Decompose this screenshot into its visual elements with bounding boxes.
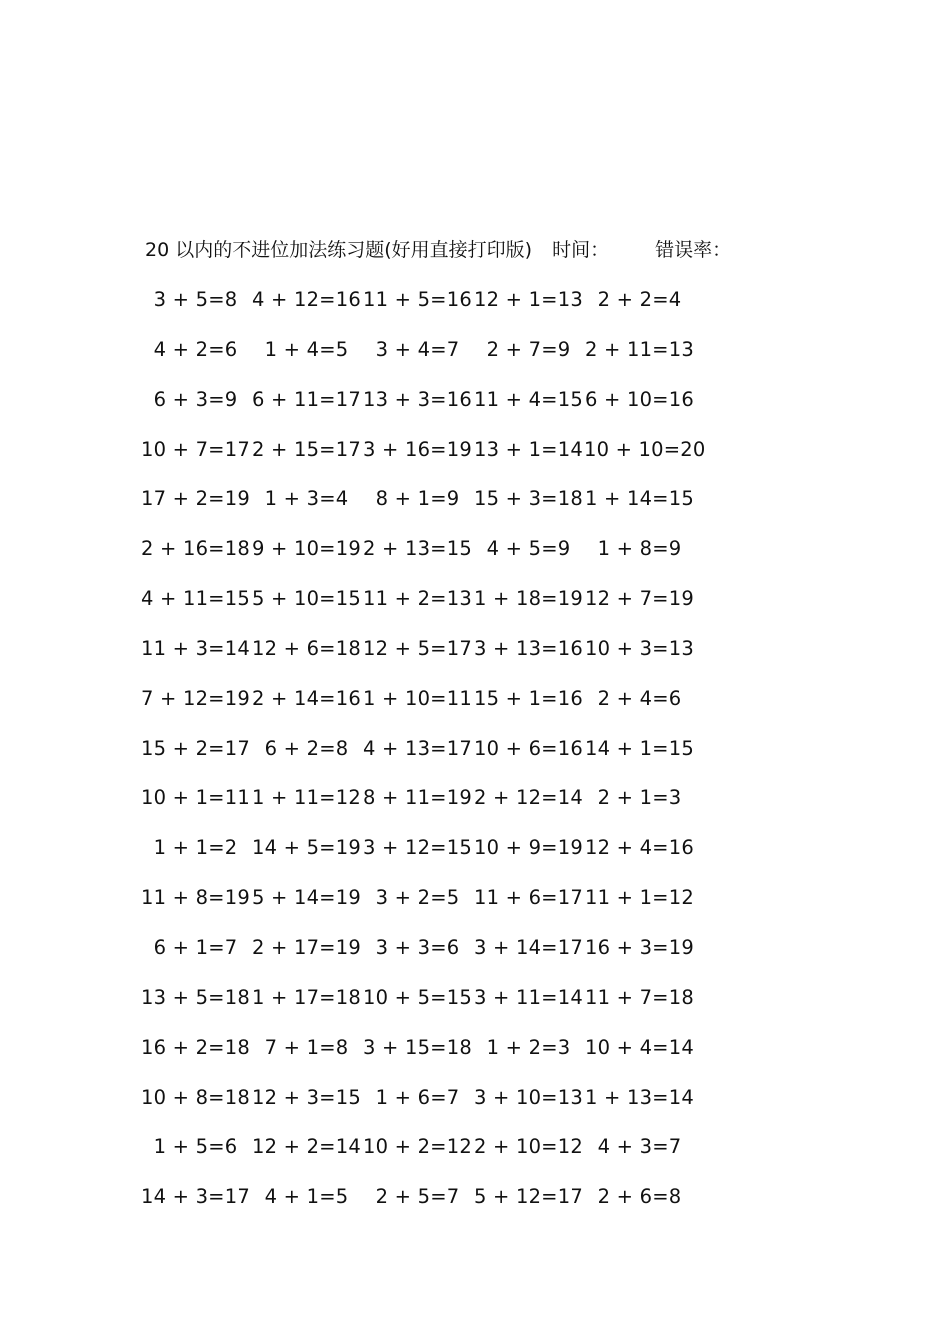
problem-cell: 11 + 2=13 <box>363 587 472 611</box>
worksheet-header <box>145 236 731 264</box>
problem-row <box>140 934 720 984</box>
problem-cell: 13 + 5=18 <box>141 985 250 1009</box>
problem-row <box>140 784 720 834</box>
problem-cell: 6 + 11=17 <box>252 387 361 411</box>
problem-cell: 3 + 10=13 <box>474 1085 583 1109</box>
problem-cell: 10 + 5=15 <box>363 985 472 1009</box>
problem-cell: 6 + 1=7 <box>153 935 238 959</box>
problem-cell: 16 + 2=18 <box>141 1035 250 1059</box>
problem-cell: 11 + 8=19 <box>141 886 250 910</box>
problem-row <box>140 735 720 785</box>
problem-cell: 12 + 3=15 <box>252 1085 361 1109</box>
problem-cell: 2 + 5=7 <box>375 1185 460 1209</box>
problem-cell: 1 + 4=5 <box>264 337 349 361</box>
problem-cell: 2 + 6=8 <box>597 1185 682 1209</box>
problem-row <box>140 386 720 436</box>
problem-cell: 12 + 4=16 <box>585 836 694 860</box>
problem-cell: 5 + 12=17 <box>474 1185 583 1209</box>
problem-row <box>140 984 720 1034</box>
problem-cell: 10 + 3=13 <box>585 636 694 660</box>
problem-cell: 11 + 6=17 <box>474 886 583 910</box>
problem-cell: 2 + 10=12 <box>474 1135 583 1159</box>
problem-cell: 1 + 1=2 <box>153 836 238 860</box>
problem-cell: 4 + 3=7 <box>597 1135 682 1159</box>
problem-cell: 1 + 5=6 <box>153 1135 238 1159</box>
problem-cell: 4 + 11=15 <box>141 587 250 611</box>
problem-cell: 3 + 14=17 <box>474 935 583 959</box>
problem-row <box>140 834 720 884</box>
problem-cell: 17 + 2=19 <box>141 487 250 511</box>
problem-cell: 4 + 5=9 <box>486 537 571 561</box>
problem-cell: 2 + 16=18 <box>141 537 250 561</box>
problem-cell: 11 + 5=16 <box>363 288 472 311</box>
problem-cell: 11 + 3=14 <box>141 636 250 660</box>
problem-row <box>140 1084 720 1134</box>
problem-cell: 10 + 1=11 <box>141 786 250 810</box>
problem-cell: 2 + 17=19 <box>252 935 361 959</box>
problem-cell: 8 + 1=9 <box>375 487 460 511</box>
problem-cell: 3 + 16=19 <box>363 437 472 461</box>
problem-row <box>140 535 720 585</box>
problem-grid <box>140 286 720 1233</box>
error-rate-label: 错误率： <box>655 239 732 261</box>
problem-cell: 2 + 7=9 <box>486 337 571 361</box>
problem-cell: 11 + 4=15 <box>474 387 583 411</box>
problem-row <box>140 436 720 486</box>
problem-cell: 6 + 10=16 <box>585 387 694 411</box>
problem-cell: 1 + 11=12 <box>252 786 361 810</box>
problem-cell: 12 + 5=17 <box>363 636 472 660</box>
problem-cell: 4 + 12=16 <box>252 288 361 311</box>
problem-cell: 9 + 10=19 <box>252 537 361 561</box>
problem-cell: 10 + 4=14 <box>585 1035 694 1059</box>
problem-cell: 7 + 1=8 <box>264 1035 349 1059</box>
problem-cell: 2 + 15=17 <box>252 437 361 461</box>
problem-cell: 1 + 2=3 <box>486 1035 571 1059</box>
problem-cell: 15 + 2=17 <box>141 736 250 760</box>
problem-row <box>140 1183 720 1233</box>
problem-cell: 10 + 9=19 <box>474 836 583 860</box>
problem-cell: 3 + 15=18 <box>363 1035 472 1059</box>
problem-cell: 2 + 14=16 <box>252 686 361 710</box>
problem-cell: 1 + 10=11 <box>363 686 472 710</box>
problem-cell: 11 + 7=18 <box>585 985 694 1009</box>
problem-cell: 3 + 4=7 <box>375 337 460 361</box>
problem-cell: 10 + 2=12 <box>363 1135 472 1159</box>
problem-cell: 10 + 10=20 <box>584 437 706 461</box>
problem-cell: 15 + 1=16 <box>474 686 583 710</box>
problem-cell: 12 + 2=14 <box>252 1135 361 1159</box>
problem-cell: 16 + 3=19 <box>585 935 694 959</box>
problem-row <box>140 1133 720 1183</box>
problem-row <box>140 635 720 685</box>
problem-cell: 12 + 1=13 <box>474 288 583 311</box>
time-label: 时间： <box>552 239 610 261</box>
problem-row <box>140 685 720 735</box>
problem-cell: 10 + 8=18 <box>141 1085 250 1109</box>
problem-cell: 2 + 13=15 <box>363 537 472 561</box>
problem-cell: 3 + 12=15 <box>363 836 472 860</box>
problem-row <box>140 336 720 386</box>
problem-row <box>140 884 720 934</box>
problem-cell: 12 + 6=18 <box>252 636 361 660</box>
problem-cell: 7 + 12=19 <box>141 686 250 710</box>
problem-cell: 1 + 17=18 <box>252 985 361 1009</box>
problem-cell: 5 + 14=19 <box>252 886 361 910</box>
problem-cell: 8 + 11=19 <box>363 786 472 810</box>
problem-cell: 13 + 1=14 <box>474 437 583 461</box>
problem-cell: 3 + 5=8 <box>153 288 238 311</box>
problem-cell: 3 + 13=16 <box>474 636 583 660</box>
problem-row <box>140 485 720 535</box>
problem-cell: 1 + 13=14 <box>585 1085 694 1109</box>
problem-cell: 14 + 1=15 <box>585 736 694 760</box>
problem-cell: 1 + 18=19 <box>474 587 583 611</box>
problem-cell: 3 + 3=6 <box>375 935 460 959</box>
problem-cell: 14 + 5=19 <box>252 836 361 860</box>
problem-cell: 2 + 12=14 <box>474 786 583 810</box>
problem-cell: 11 + 1=12 <box>585 886 694 910</box>
problem-cell: 15 + 3=18 <box>474 487 583 511</box>
problem-cell: 1 + 8=9 <box>597 537 682 561</box>
problem-cell: 10 + 6=16 <box>474 736 583 760</box>
problem-row <box>140 585 720 635</box>
problem-cell: 3 + 2=5 <box>375 886 460 910</box>
worksheet-title: 20 以内的不进位加法练习题(好用直接打印版) <box>145 239 533 261</box>
problem-cell: 3 + 11=14 <box>474 985 583 1009</box>
problem-cell: 4 + 13=17 <box>363 736 472 760</box>
problem-cell: 1 + 3=4 <box>264 487 349 511</box>
problem-cell: 13 + 3=16 <box>363 387 472 411</box>
problem-cell: 2 + 4=6 <box>597 686 682 710</box>
problem-cell: 12 + 7=19 <box>585 587 694 611</box>
problem-cell: 5 + 10=15 <box>252 587 361 611</box>
problem-cell: 14 + 3=17 <box>141 1185 250 1209</box>
problem-cell: 6 + 3=9 <box>153 387 238 411</box>
problem-cell: 2 + 1=3 <box>597 786 682 810</box>
problem-cell: 6 + 2=8 <box>264 736 349 760</box>
problem-cell: 10 + 7=17 <box>141 437 250 461</box>
problem-row <box>140 286 720 336</box>
problem-cell: 2 + 2=4 <box>597 288 682 311</box>
problem-cell: 4 + 2=6 <box>153 337 238 361</box>
problem-cell: 1 + 6=7 <box>375 1085 460 1109</box>
problem-cell: 2 + 11=13 <box>585 337 694 361</box>
problem-cell: 4 + 1=5 <box>264 1185 349 1209</box>
problem-row <box>140 1034 720 1084</box>
problem-cell: 1 + 14=15 <box>585 487 694 511</box>
